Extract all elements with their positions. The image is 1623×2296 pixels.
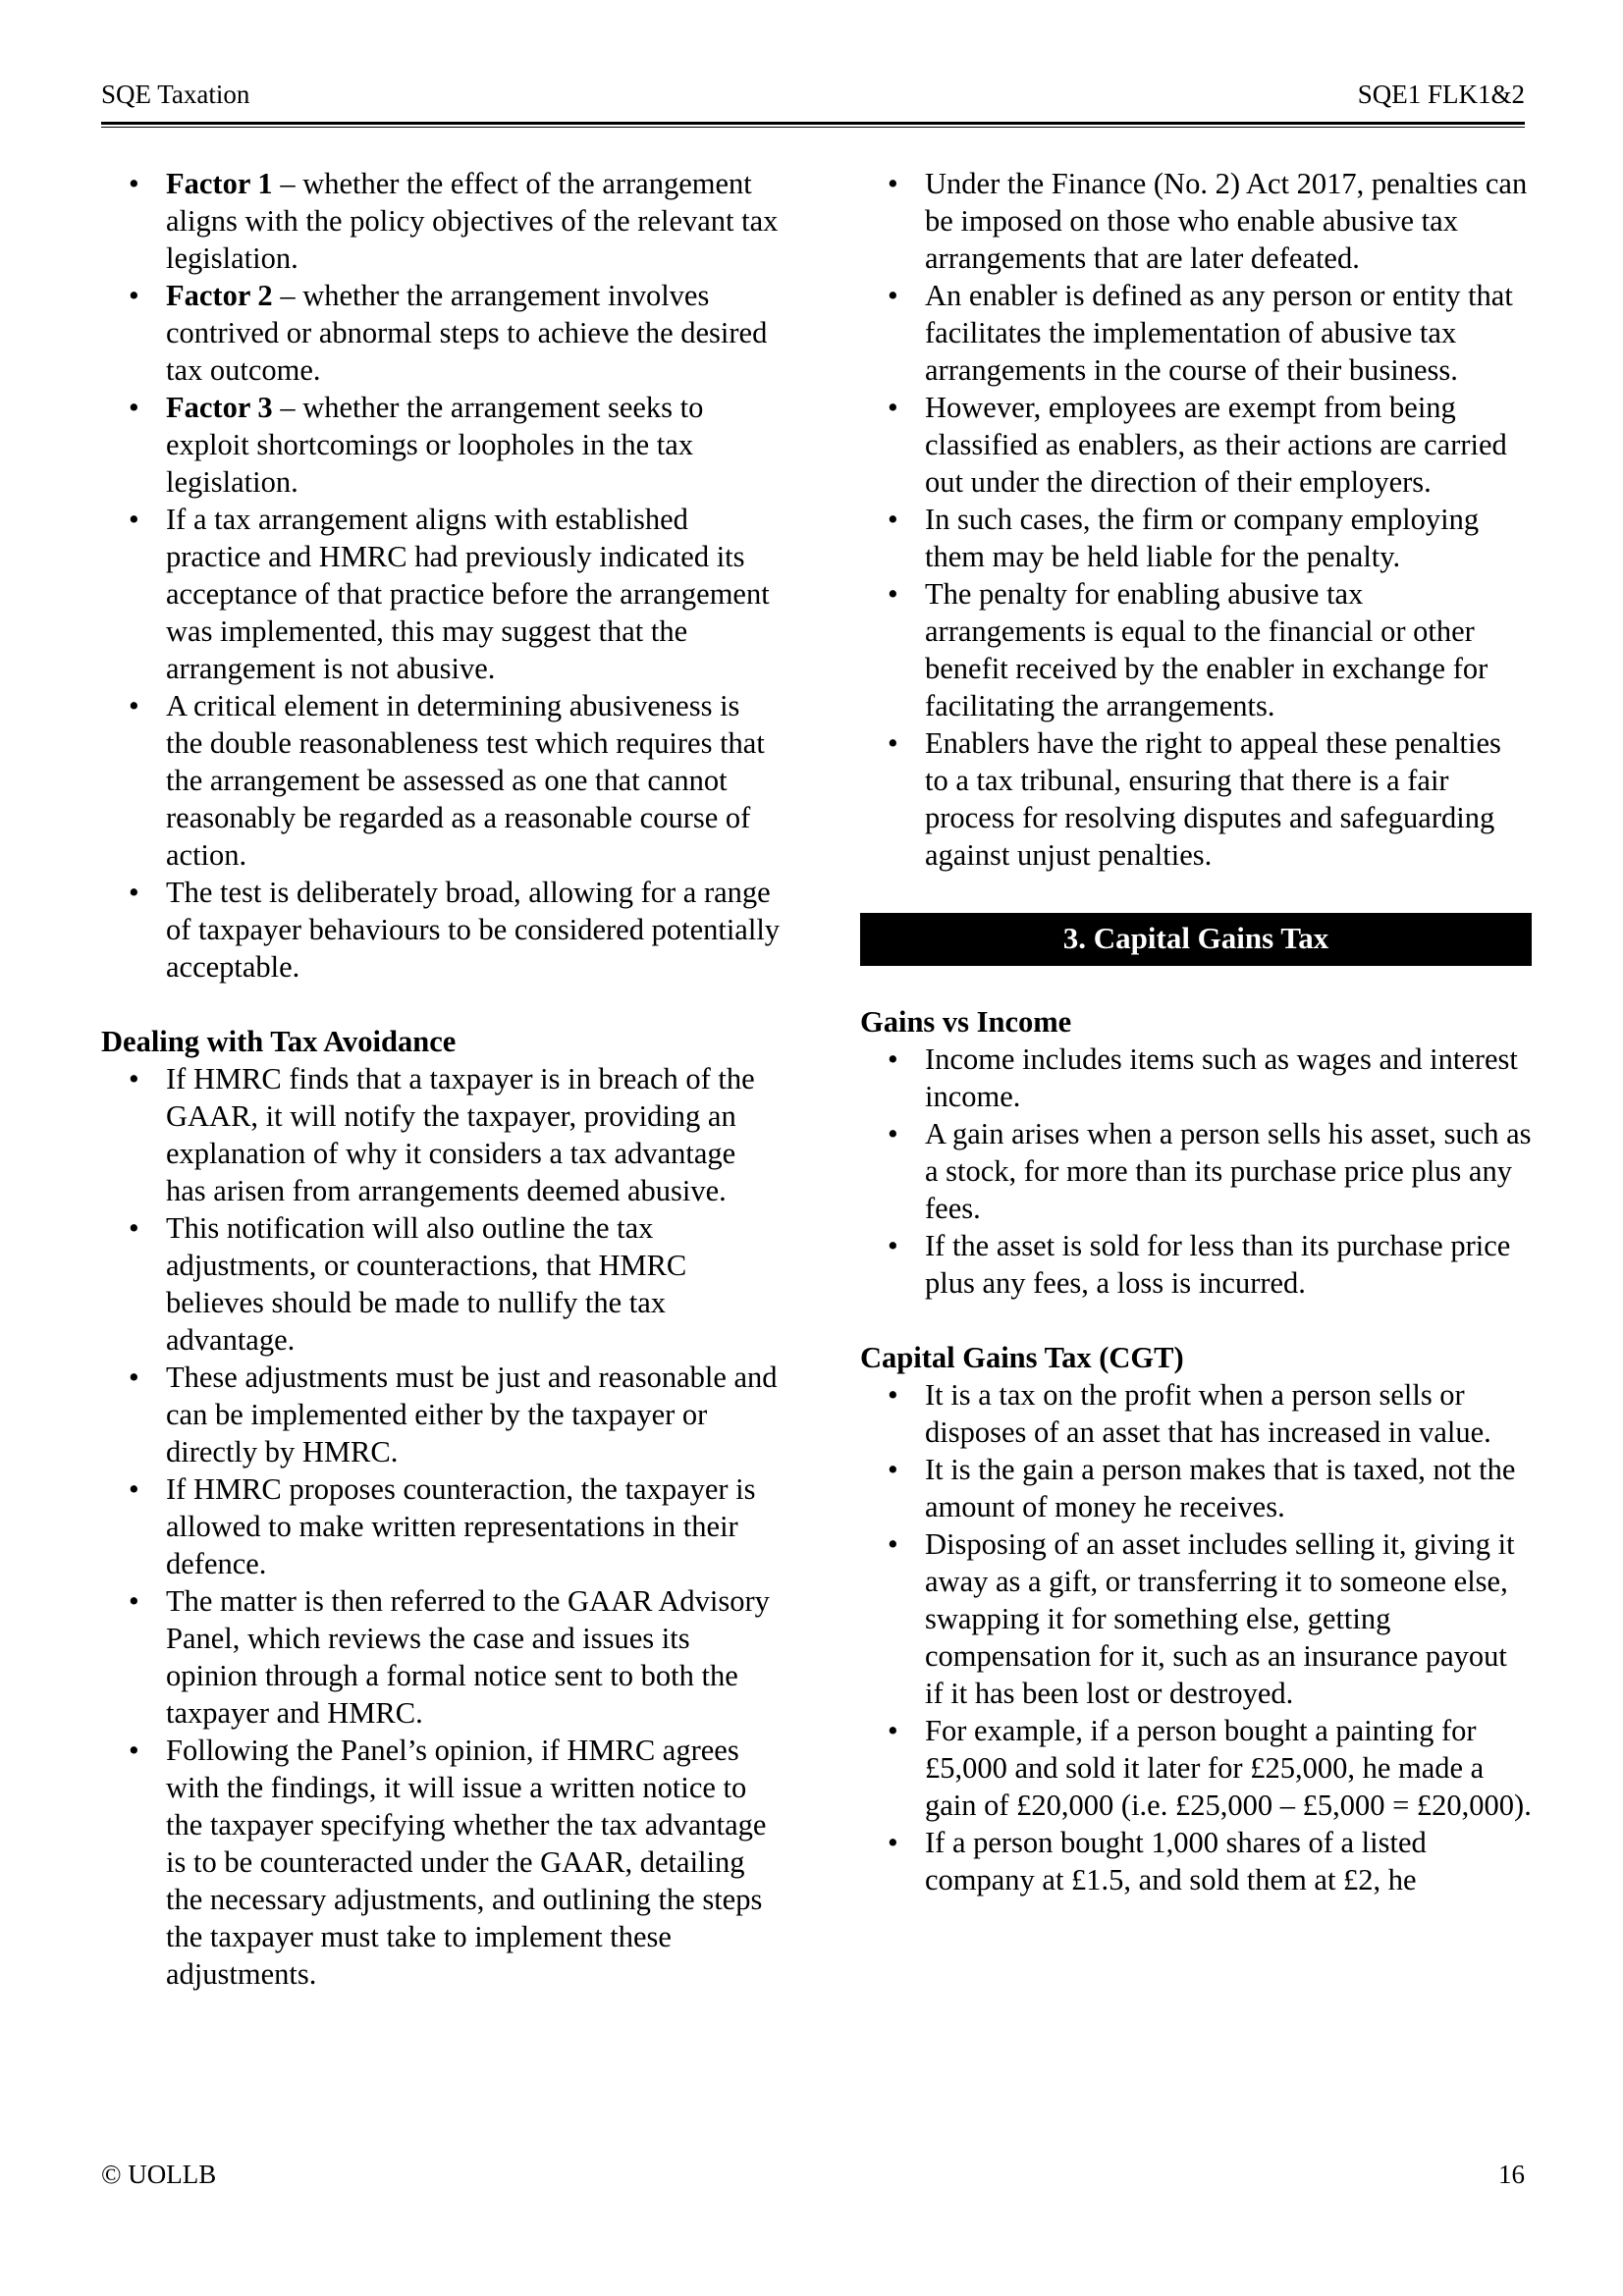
bullet-marker: • <box>129 1472 139 1506</box>
bullet-text: It is a tax on the profit when a person sells or disposes of an asset that has increased in value. <box>925 1378 1491 1449</box>
bullet-lead-bold: Factor 1 <box>166 167 273 200</box>
bullet-text: An enabler is defined as any person or entity that facilitates the implementation of abusive tax arrangements in the course of their business. <box>925 279 1513 387</box>
bullet-text: Income includes items such as wages and interest income. <box>925 1042 1518 1113</box>
bullet-marker: • <box>888 167 898 200</box>
bullet-item <box>860 1451 1532 1525</box>
bullet-marker: • <box>888 577 898 611</box>
bullet-text: In such cases, the firm or company employing them may be held liable for the penalty. <box>925 503 1480 573</box>
page-header <box>101 79 1525 110</box>
bullet-item <box>101 1060 781 1209</box>
bullet-marker: • <box>888 391 898 424</box>
bullet-marker: • <box>888 1042 898 1076</box>
bullet-text: A critical element in determining abusiveness is the double reasonableness test which requires that the arrangement be assessed as one that cannot reasonably be regarded as a reasonable course of action. <box>166 689 765 872</box>
bullet-text: The penalty for enabling abusive tax arrangements is equal to the financial or other benefit received by the enabler in exchange for facilitating the arrangements. <box>925 577 1488 722</box>
bullet-marker: • <box>129 876 139 909</box>
bullet-item <box>860 1227 1532 1302</box>
bullet-item <box>860 724 1532 874</box>
bullet-marker: • <box>129 1211 139 1245</box>
bullet-item <box>860 1041 1532 1115</box>
bullet-marker: • <box>129 503 139 536</box>
bullet-text: This notification will also outline the tax adjustments, or counteractions, that HMRC believes should be made to nullify the tax advantage. <box>166 1211 687 1357</box>
bullet-item <box>860 1115 1532 1227</box>
bullet-text: – whether the arrangement seeks to exploit shortcomings or loopholes in the tax legislation. <box>166 391 704 499</box>
bullet-item <box>860 165 1532 277</box>
bullet-marker: • <box>888 1229 898 1262</box>
right-column <box>860 165 1532 1898</box>
bullet-marker: • <box>129 279 139 312</box>
bullet-item <box>101 1209 781 1359</box>
bullet-marker: • <box>888 503 898 536</box>
bullet-marker: • <box>129 391 139 424</box>
header-title-right: SQE1 FLK1&2 <box>1357 80 1525 109</box>
bullet-text: The matter is then referred to the GAAR Advisory Panel, which reviews the case and issues its opinion through a formal notice sent to both the taxpayer and HMRC. <box>166 1584 770 1730</box>
bullet-text: It is the gain a person makes that is taxed, not the amount of money he receives. <box>925 1453 1516 1523</box>
section-heading: Capital Gains Tax (CGT) <box>860 1341 1184 1374</box>
section-heading: Gains vs Income <box>860 1005 1072 1039</box>
bullet-item <box>860 1376 1532 1451</box>
bullet-marker: • <box>888 279 898 312</box>
bullet-item <box>860 575 1532 724</box>
bullet-text: The test is deliberately broad, allowing for a range of taxpayer behaviours to be considered potentially acceptable. <box>166 876 781 984</box>
bullet-item <box>860 1712 1532 1824</box>
bullet-text: If a tax arrangement aligns with established practice and HMRC had previously indicated its acceptance of that practice before the arrangement was implemented, this may suggest that the arrangement is not abusive. <box>166 503 770 685</box>
left-column <box>101 165 781 1993</box>
bullet-item <box>101 1582 781 1732</box>
footer-copyright: © UOLLB <box>101 2160 217 2189</box>
bullet-marker: • <box>129 689 139 722</box>
bullet-item <box>101 1470 781 1582</box>
bullet-item <box>101 277 781 389</box>
bullet-text: Under the Finance (No. 2) Act 2017, penalties can be imposed on those who enable abusive tax arrangements that are later defeated. <box>925 167 1528 275</box>
page-footer <box>101 2159 1525 2190</box>
section-heading: Dealing with Tax Avoidance <box>101 1025 457 1058</box>
header-rule <box>101 122 1525 128</box>
bullet-item <box>860 1525 1532 1712</box>
bullet-text: Enablers have the right to appeal these penalties to a tax tribunal, ensuring that there is a fair process for resolving disputes and safeguarding against unjust penalties. <box>925 726 1501 872</box>
bullet-lead-bold: Factor 3 <box>166 391 273 424</box>
bullet-marker: • <box>888 1378 898 1412</box>
bullet-marker: • <box>129 1062 139 1095</box>
bullet-text: For example, if a person bought a painting for £5,000 and sold it later for £25,000, he made a gain of £20,000 (i.e. £25,000 – £5,000 = £20,000). <box>925 1714 1532 1822</box>
bullet-text: If a person bought 1,000 shares of a listed company at £1.5, and sold them at £2, he <box>925 1826 1427 1896</box>
bullet-item <box>101 389 781 501</box>
bullet-marker: • <box>888 1117 898 1150</box>
bullet-item <box>860 277 1532 389</box>
bullet-marker: • <box>888 1826 898 1859</box>
bullet-marker: • <box>129 167 139 200</box>
bullet-item <box>860 389 1532 501</box>
bullet-text: – whether the arrangement involves contrived or abnormal steps to achieve the desired tax outcome. <box>166 279 768 387</box>
header-title-left: SQE Taxation <box>101 80 250 109</box>
bullet-marker: • <box>888 1527 898 1561</box>
bullet-item <box>101 165 781 277</box>
bullet-marker: • <box>888 1453 898 1486</box>
bullet-item <box>101 501 781 687</box>
bullet-marker: • <box>129 1361 139 1394</box>
bullet-text: These adjustments must be just and reasonable and can be implemented either by the taxpayer or directly by HMRC. <box>166 1361 778 1468</box>
bullet-text: If HMRC finds that a taxpayer is in breach of the GAAR, it will notify the taxpayer, providing an explanation of why it considers a tax advantage has arisen from arrangements deemed abusive. <box>166 1062 755 1207</box>
bullet-marker: • <box>129 1734 139 1767</box>
bullet-marker: • <box>888 726 898 760</box>
bullet-marker: • <box>888 1714 898 1747</box>
bullet-item <box>860 1824 1532 1898</box>
bullet-item <box>101 874 781 986</box>
bullet-text: Following the Panel’s opinion, if HMRC agrees with the findings, it will issue a written notice to the taxpayer specifying whether the tax advantage is to be counteracted under the GAAR, detailing the necessary adjustments, and outlining the steps the taxpayer must take to implement these adjustments. <box>166 1734 767 1991</box>
bullet-item <box>860 501 1532 575</box>
bullet-text: If the asset is sold for less than its purchase price plus any fees, a loss is incurred. <box>925 1229 1511 1300</box>
bullet-lead-bold: Factor 2 <box>166 279 273 312</box>
bullet-text: Disposing of an asset includes selling it, giving it away as a gift, or transferring it to someone else, swapping it for something else, getting compensation for it, such as an insurance payout if it has been lost or destroyed. <box>925 1527 1515 1710</box>
footer-page-number: 16 <box>1498 2160 1525 2189</box>
bullet-text: If HMRC proposes counteraction, the taxpayer is allowed to make written representations in their defence. <box>166 1472 756 1580</box>
bullet-text: – whether the effect of the arrangement aligns with the policy objectives of the relevant tax legislation. <box>166 167 779 275</box>
section-banner: 3. Capital Gains Tax <box>860 913 1532 966</box>
bullet-text: A gain arises when a person sells his asset, such as a stock, for more than its purchase price plus any fees. <box>925 1117 1532 1225</box>
bullet-text: However, employees are exempt from being classified as enablers, as their actions are carried out under the direction of their employers. <box>925 391 1507 499</box>
bullet-item <box>101 687 781 874</box>
bullet-marker: • <box>129 1584 139 1618</box>
bullet-item <box>101 1732 781 1993</box>
bullet-item <box>101 1359 781 1470</box>
